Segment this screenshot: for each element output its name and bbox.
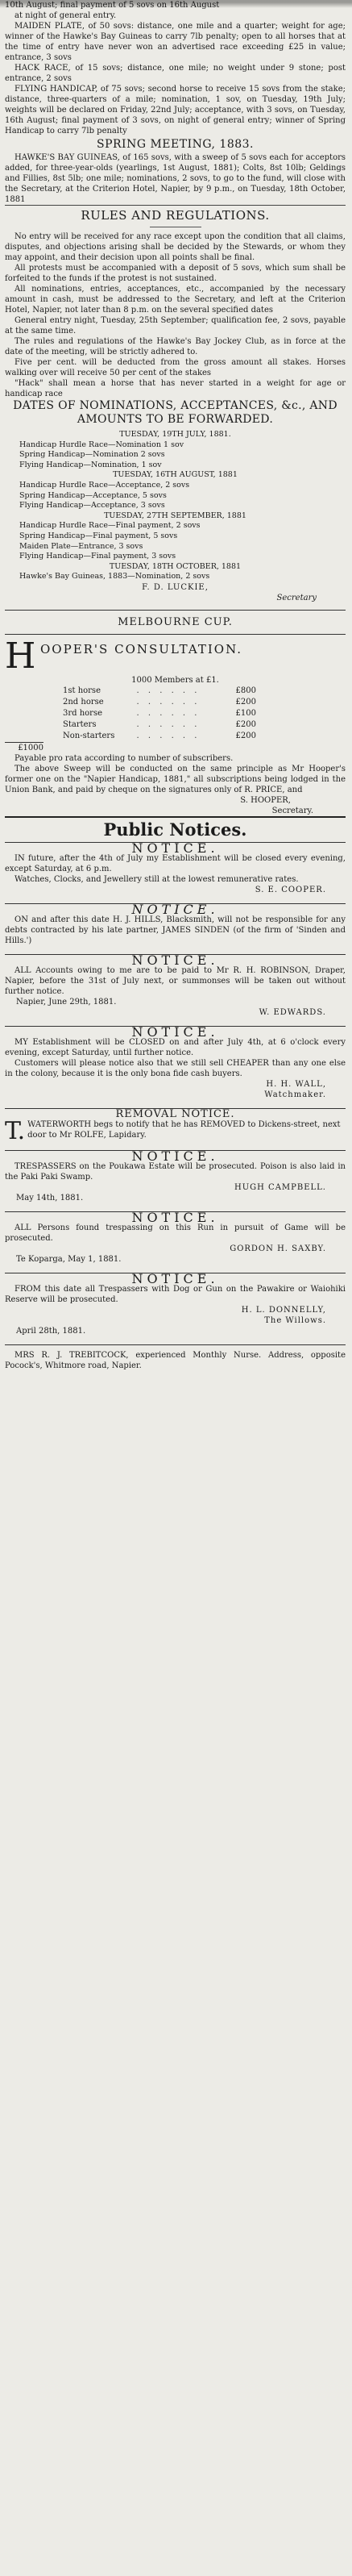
leader-dots: . . . . . . — [136, 731, 201, 740]
date-item: Spring Handicap—Acceptance, 5 sovs — [19, 490, 167, 500]
rule-paragraph: No entry will be received for any race except upon the condition that all claims, disputes, and objections arising shall be decided by the Stewards, or whom they may appoint, and their decision upon all points shall be final. — [5, 232, 346, 262]
notice-title: NOTICE. — [131, 840, 219, 856]
notice-date: May 14th, 1881. — [16, 1193, 84, 1203]
date-item: Flying Handicap—Final payment, 3 sovs — [19, 552, 176, 561]
prize-row — [63, 697, 256, 708]
notice-signature: W. EDWARDS. — [259, 1007, 326, 1017]
prize-place: Non-starters — [63, 731, 115, 740]
notice-donnelly — [5, 1270, 346, 1336]
date-item: Flying Handicap—Nomination, 1 sov — [19, 460, 162, 469]
date-item: Hawke's Bay Guineas, 1883—Nomination, 2 sovs — [19, 572, 210, 581]
dates-list — [5, 430, 346, 582]
date-item: Spring Handicap—Nomination 2 sovs — [19, 450, 165, 460]
prize-place: 3rd horse — [63, 708, 103, 718]
flying-handicap: FLYING HANDICAP, of 75 sovs; second horse to receive 15 sovs from the stake; distance, three-quarters of a mile; nomination, 1 sov, on Tuesday, 19th July; weights will be declared on Friday, 22nd July; acceptance, with 3 sovs, on Tuesday, 16th August; final payment of 3 sovs, on night of general entry; winner of Spring Handicap to carry 7lb penalty — [5, 85, 346, 135]
prize-amount: £200 — [235, 719, 256, 729]
prize-row — [63, 731, 256, 742]
hack-race: HACK RACE, of 15 sovs; distance, one mile; no weight under 9 stone; post entrance, 2 sovs — [5, 64, 346, 83]
prize-place: Starters — [63, 719, 97, 729]
prize-amount: £200 — [235, 731, 256, 740]
rule-paragraph: All protests must be accompanied with a deposit of 5 sovs, which sum shall be forfeited to the funds if the protest is not sustained. — [5, 264, 346, 283]
consultation-title: OOPER'S CONSULTATION. — [40, 641, 243, 657]
notice-signature-title: Watchmaker. — [264, 1090, 326, 1099]
hooper-title: Secretary. — [271, 806, 313, 815]
race-line: 10th August; final payment of 5 sovs on 16th August — [5, 1, 220, 10]
notice-edwards — [5, 952, 346, 1018]
hawkes-bay-guineas: HAWKE'S BAY GUINEAS, of 165 sovs, with a sweep of 5 sovs each for acceptors added, for three-year-olds (yearlings, 1st August, 1881); Colts, 8st 10lb; Geldings and Fillies, 8st 5lb; one mile; nominations, 2 sovs, to go to the fund, will close with the Secretary, at the Criterion Hotel, Napier, by 9 p.m., on Tuesday, 18th October, 1881 — [5, 153, 346, 204]
rule-paragraph: All nominations, entries, acceptances, etc., accompanied by the necessary amount in cash, must be addressed to the Secretary, and left at the Criterion Hotel, Napier, not later than 8 p.m. on the several specified dates — [5, 285, 346, 315]
cup-paragraph: The above Sweep will be conducted on the same principle as Mr Hooper's former one on the "Napier Handicap, 1881," all subscriptions being lodged in the Union Bank, and paid by cheque on the signatures only of R. PRICE, and — [5, 764, 346, 794]
notice-paragraph: ALL Accounts owing to me are to be paid to Mr R. H. ROBINSON, Draper, Napier, before the 31st of July next, or summonses will be taken out without further notice. — [5, 965, 346, 996]
maiden-plate: MAIDEN PLATE, of 50 sovs: distance, one mile and a quarter; weight for age; winner of the Hawke's Bay Guineas to carry 7lb penalty; open to all horses that at the time of entry have never won an advertised race exceeding £25 in value; entrance, 3 sovs — [5, 22, 346, 62]
date-line: TUESDAY, 27TH SEPTEMBER, 1881 — [104, 511, 246, 520]
rule-paragraph: "Hack" shall mean a horse that has never started in a weight for age or handicap race — [5, 379, 346, 398]
members-line: 1000 Members at £1. — [131, 675, 219, 685]
drop-cap: H — [5, 635, 36, 677]
drop-cap: T. — [5, 1116, 26, 1145]
notice-paragraph: IN future, after the 4th of July my Establishment will be closed every evening, except Saturday, at 6 p.m. — [5, 853, 346, 873]
removal-text: WATERWORTH begs to notify that he has REMOVED to Dickens-street, next door to Mr ROLFE, Lapidary. — [27, 1119, 341, 1140]
removal-notice — [5, 1107, 346, 1145]
notice-paragraph: TRESPASSERS on the Poukawa Estate will be prosecuted. Poison is also laid in the Paki Paki Swamp. — [5, 1161, 346, 1182]
notice-date: Napier, June 29th, 1881. — [16, 997, 117, 1007]
prize-row — [63, 686, 256, 697]
removal-title: REMOVAL NOTICE. — [115, 1107, 235, 1120]
leader-dots: . . . . . . — [136, 686, 201, 695]
leader-dots: . . . . . . — [136, 719, 201, 729]
notice-title: NOTICE. — [131, 1209, 219, 1225]
notice-signature: S. E. COOPER. — [255, 885, 326, 894]
torn-top-edge — [0, 0, 352, 8]
notice-signature: H. H. WALL, — [266, 1079, 326, 1089]
notice-title: NOTICE. — [131, 901, 219, 917]
notice-title: NOTICE. — [131, 952, 219, 968]
date-line: TUESDAY, 16TH AUGUST, 1881 — [113, 470, 238, 480]
melbourne-cup-heading: MELBOURNE CUP. — [118, 615, 233, 628]
rules-heading: RULES AND REGULATIONS. — [5, 205, 346, 223]
notice-campbell — [5, 1148, 346, 1203]
consultation-title-block — [5, 635, 346, 677]
divider — [5, 634, 346, 635]
date-item: Handicap Hurdle Race—Acceptance, 2 sovs — [19, 480, 190, 490]
prize-row — [63, 719, 256, 731]
notice-title: NOTICE. — [131, 1270, 219, 1286]
notice-paragraph: Customers will please notice also that we still sell CHEAPER than any one else in the colony, because it is the only bona fide cash buyers. — [5, 1058, 346, 1078]
removal-paragraph — [5, 1116, 346, 1145]
rule-paragraph: Five per cent. will be deducted from the gross amount all stakes. Horses walking over will receive 50 per cent of the stakes — [5, 358, 346, 377]
date-item: Flying Handicap—Acceptance, 3 sovs — [19, 501, 165, 511]
notice-paragraph: ON and after this date H. J. HILLS, Blacksmith, will not be responsible for any debts contracted by his late partner, JAMES SINDEN (of the firm of 'Sinden and Hills.') — [5, 915, 346, 945]
notice-paragraph: ALL Persons found trespassing on this Run in pursuit of Game will be prosecuted. — [5, 1223, 346, 1243]
notice-title: NOTICE. — [131, 1148, 219, 1164]
secretary-title: Secretary — [276, 593, 317, 602]
rule-paragraph: The rules and regulations of the Hawke's Bay Jockey Club, as in force at the date of the meeting, will be strictly adhered to. — [5, 337, 346, 356]
race-program-continued — [5, 0, 346, 136]
divider — [5, 1344, 346, 1345]
leader-dots: . . . . . . — [136, 708, 201, 718]
notice-date: April 28th, 1881. — [16, 1326, 86, 1336]
dates-heading: DATES OF NOMINATIONS, ACCEPTANCES, &c., AND AMOUNTS TO BE FORWARDED. — [13, 399, 338, 426]
prize-row — [63, 708, 256, 719]
prize-amount: £800 — [235, 686, 256, 695]
secretary-signature: F. D. LUCKIE, — [142, 582, 209, 592]
date-item: Handicap Hurdle Race—Nomination 1 sov — [19, 440, 184, 449]
spring-meeting-heading: SPRING MEETING, 1883. — [96, 138, 255, 151]
divider — [5, 610, 346, 611]
race-line: at night of general entry. — [14, 11, 117, 20]
notice-saxby — [5, 1209, 346, 1265]
date-item: Spring Handicap—Final payment, 5 sovs — [19, 531, 178, 540]
leader-dots: . . . . . . — [136, 697, 201, 707]
notice-signature: GORDON H. SAXBY. — [230, 1244, 326, 1253]
cup-paragraph: Payable pro rata according to number of subscribers. — [14, 753, 234, 763]
date-line: TUESDAY, 19TH JULY, 1881. — [119, 430, 231, 439]
notice-title: NOTICE. — [131, 1023, 219, 1040]
date-item: Handicap Hurdle Race—Final payment, 2 sovs — [19, 521, 201, 531]
hooper-signature: S. HOOPER, — [240, 795, 291, 805]
notice-hills — [5, 901, 346, 946]
notice-signature-title: The Willows. — [264, 1315, 326, 1325]
notice-signature: HUGH CAMPBELL. — [234, 1182, 326, 1192]
notice-paragraph: MY Establishment will be CLOSED on and after July 4th, at 6 o'clock every evening, except Saturday, until further notice. — [5, 1037, 346, 1057]
notice-signature: H. L. DONNELLY, — [241, 1305, 326, 1315]
prize-amount: £200 — [235, 697, 256, 707]
notice-paragraph: FROM this date all Trespassers with Dog or Gun on the Pawakire or Waiohiki Reserve will be prosecuted. — [5, 1284, 346, 1304]
date-item: Maiden Plate—Entrance, 3 sovs — [19, 541, 143, 551]
notice-wall — [5, 1023, 346, 1100]
notice-paragraph: Watches, Clocks, and Jewellery still at the lowest remunerative rates. — [14, 874, 299, 884]
notice-date: Te Koparga, May 1, 1881. — [16, 1254, 122, 1264]
prize-place: 2nd horse — [63, 697, 104, 707]
prize-place: 1st horse — [63, 686, 101, 695]
rule-paragraph: General entry night, Tuesday, 25th September; qualification fee, 2 sovs, payable at the same time. — [5, 316, 346, 336]
public-notices-heading: Public Notices. — [5, 816, 346, 843]
prize-total: £1000 — [5, 742, 43, 753]
nurse-advertisement: MRS R. J. TREBITCOCK, experienced Monthly Nurse. Address, opposite Pocock's, Whitmore road, Napier. — [5, 1350, 346, 1370]
date-line: TUESDAY, 18TH OCTOBER, 1881 — [109, 561, 242, 571]
rules-list — [5, 231, 346, 399]
prize-amount: £100 — [235, 708, 256, 718]
prize-table — [63, 686, 256, 742]
notice-cooper — [5, 840, 346, 895]
